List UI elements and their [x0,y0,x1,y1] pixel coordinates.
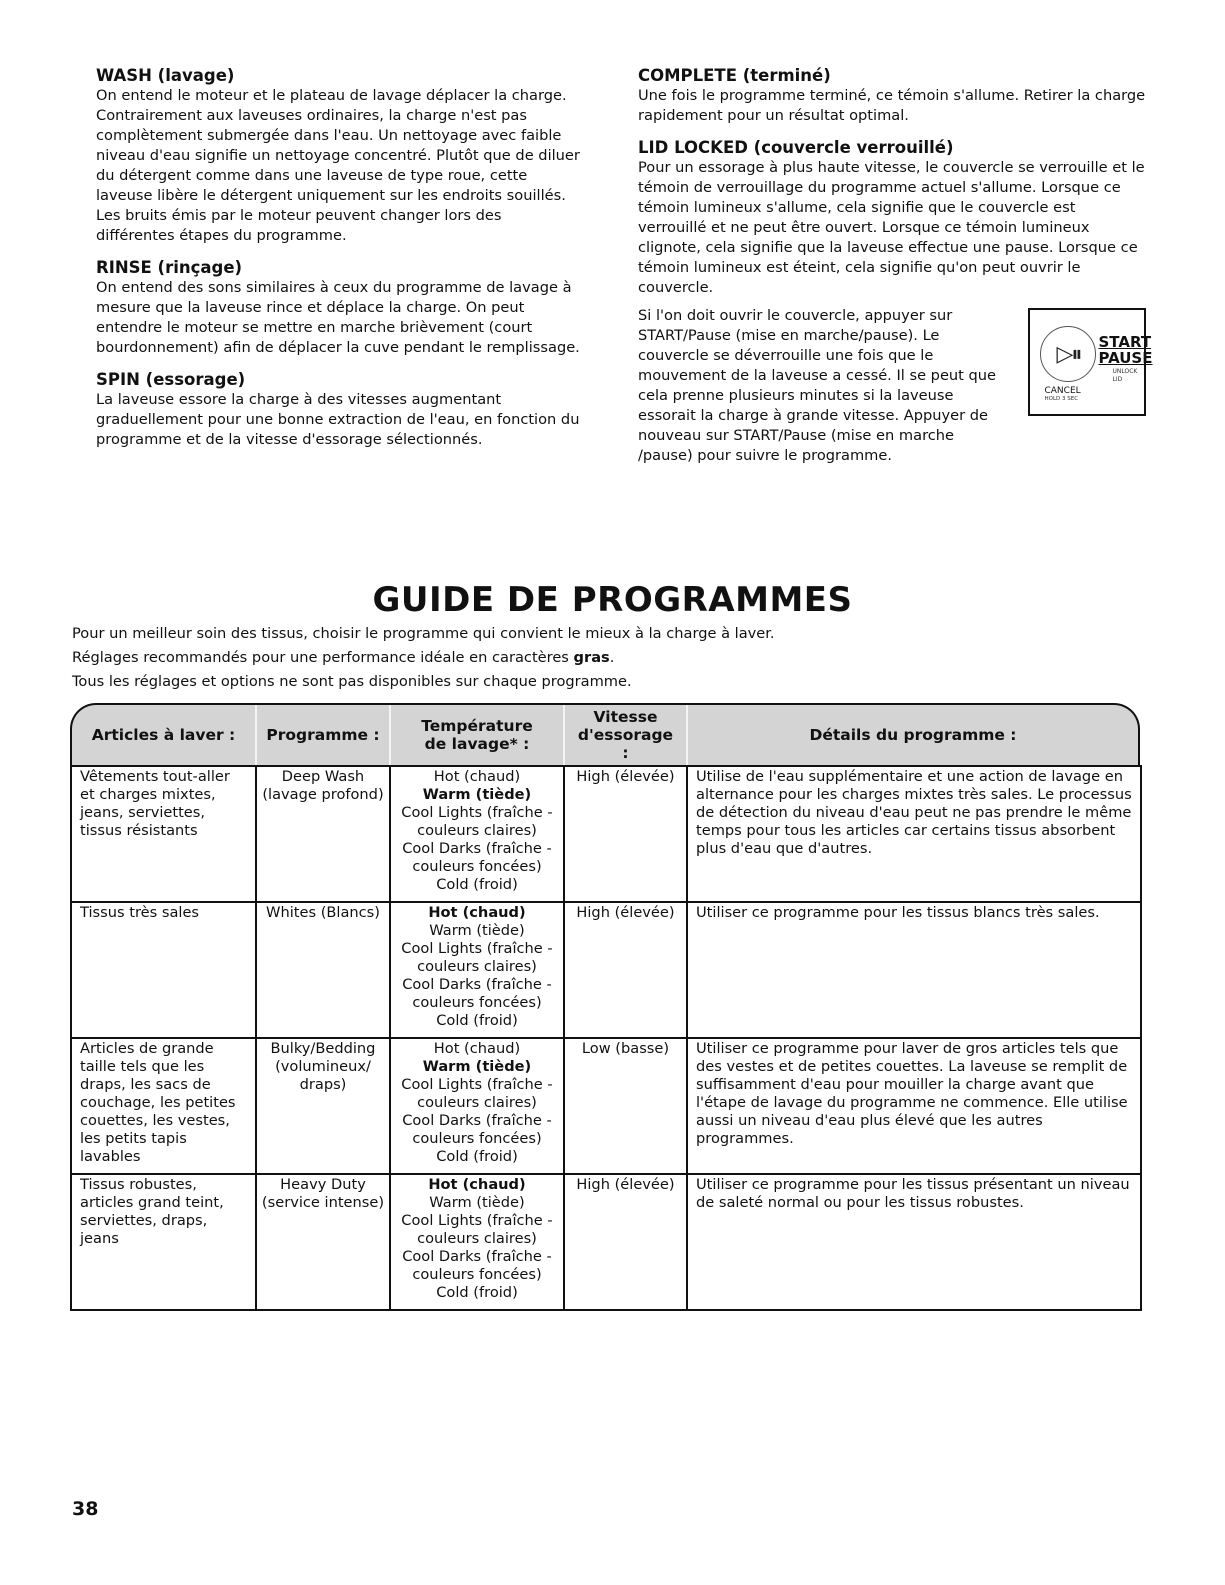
temperature-option: Cold (froid) [436,1012,518,1029]
cell-temperatures [390,1038,564,1174]
guide-intro [72,622,1152,694]
temperature-option: Cool Darks (fraîche - couleurs foncées) [402,976,552,1011]
temperature-option: Cold (froid) [436,1284,518,1301]
program-guide-table [70,703,1140,1311]
cell-temperatures [390,902,564,1038]
spin-section [96,370,584,450]
temperature-option: Cold (froid) [436,876,518,893]
temperature-option: Hot (chaud) [433,768,521,785]
temperature-option: Warm (tiède) [429,922,525,939]
cell-spin-speed: High (élevée) [564,902,687,1038]
lid-locked-section [638,138,1146,298]
table-row [71,902,1141,1038]
hold-label: HOLD 3 SEC [1044,396,1079,402]
cell-articles: Vêtements tout-aller et charges mixtes, jeans, serviettes, tissus résistants [71,766,256,902]
open-lid-text: Si l'on doit ouvrir le couvercle, appuyer sur START/Pause (mise en marche/pause). Le couvercle se déverrouille une fois que le mouvement de la laveuse a cessé. Il se peut que cela prenne plusieurs minutes si la laveuse essorait la charge à grande vitesse. Appuyer de nouveau sur START/Pause (mise en marche /pause) pour suivre le programme. [638,307,997,464]
cell-programme: Whites (Blancs) [256,902,390,1038]
intro-line-2 [72,646,1152,670]
rinse-section [96,258,584,358]
complete-section [638,66,1146,126]
cell-programme: Bulky/Bedding (volumineux/ draps) [256,1038,390,1174]
right-column [638,66,1153,466]
temperature-option: Hot (chaud) [428,904,526,921]
intro-line-3: Tous les réglages et options ne sont pas disponibles sur chaque programme. [72,673,632,690]
open-lid-block [638,306,1153,466]
start-pause-button-illustration [1028,308,1153,416]
table-header [70,703,1140,765]
table-row [71,1038,1141,1174]
left-column [96,66,584,466]
intro-bold-word: gras [573,649,610,666]
table-body [70,765,1142,1311]
lid-locked-heading: LID LOCKED (couvercle verrouillé) [638,138,954,157]
header-temperature: Température de lavage* : [391,705,565,765]
intro-line-2-text: Réglages recommandés pour une performance idéale en caractères [72,649,574,666]
unlock-lid-label: UNLOCK LID [1112,368,1138,383]
complete-heading: COMPLETE (terminé) [638,66,831,85]
temperature-option: Hot (chaud) [433,1040,521,1057]
temperature-option: Cool Darks (fraîche - couleurs foncées) [402,840,552,875]
cell-programme: Heavy Duty (service intense) [256,1174,390,1310]
cell-articles: Articles de grande taille tels que les draps, les sacs de couchage, les petites couettes, les vestes, les petits tapis lavables [71,1038,256,1174]
cell-details: Utiliser ce programme pour les tissus blancs très sales. [687,902,1141,1038]
complete-text: Une fois le programme terminé, ce témoin s'allume. Retirer la charge rapidement pour un résultat optimal. [638,87,1146,124]
guide-title: GUIDE DE PROGRAMMES [372,580,853,620]
start-label: START [1098,333,1152,351]
wash-section [96,66,584,246]
lid-locked-text: Pour un essorage à plus haute vitesse, le couvercle se verrouille et le témoin de verrouillage du programme actuel s'allume. Lorsque ce témoin lumineux s'allume, cela signifie que le couvercle est verrouillé et ne peut être ouvert. Lorsque ce témoin lumineux clignote, cela signifie que la laveuse effectue une pause. Lorsque ce témoin lumineux est éteint, cela signifie qu'on peut ouvrir le couvercle. [638,159,1145,296]
cell-spin-speed: Low (basse) [564,1038,687,1174]
temperature-option: Cool Lights (fraîche - couleurs claires) [401,804,553,839]
header-spin-speed: Vitesse d'essorage : [565,705,688,765]
cell-spin-speed: High (élevée) [564,1174,687,1310]
intro-line-1: Pour un meilleur soin des tissus, choisir le programme qui convient le mieux à la charge à laver. [72,625,775,642]
cell-articles: Tissus très sales [71,902,256,1038]
pause-label: PAUSE [1098,349,1153,367]
temperature-option: Cold (froid) [436,1148,518,1165]
cell-temperatures [390,1174,564,1310]
temperature-option: Hot (chaud) [428,1176,526,1193]
temperature-option: Cool Lights (fraîche - couleurs claires) [401,1076,553,1111]
table-row [71,1174,1141,1310]
rinse-text: On entend des sons similaires à ceux du programme de lavage à mesure que la laveuse rince et déplace la charge. On peut entendre le moteur se mettre en marche brièvement (court bourdonnement) afin de déplacer la cuve pendant le remplissage. [96,279,580,356]
page-number: 38 [72,1498,99,1520]
temperature-option: Cool Lights (fraîche - couleurs claires) [401,940,553,975]
cell-articles: Tissus robustes, articles grand teint, serviettes, draps, jeans [71,1174,256,1310]
temperature-option: Cool Darks (fraîche - couleurs foncées) [402,1112,552,1147]
header-articles: Articles à laver : [72,705,257,765]
cancel-label: CANCEL [1044,386,1081,396]
cell-spin-speed: High (élevée) [564,766,687,902]
intro-line-2-end: . [609,649,615,666]
top-section [96,66,1153,466]
wash-text: On entend le moteur et le plateau de lavage déplacer la charge. Contrairement aux laveuses ordinaires, la charge n'est pas complètement submergée dans l'eau. Un nettoyage avec faible niveau d'eau signifie un nettoyage concentré. Plutôt que de diluer du détergent comme dans une laveuse de type roue, cette laveuse libère le détergent uniquement sur les endroits souillés. Les bruits émis par le moteur peuvent changer lors des différentes étapes du programme. [96,87,580,244]
temperature-option: Cool Lights (fraîche - couleurs claires) [401,1212,553,1247]
cell-details: Utiliser ce programme pour les tissus présentant un niveau de saleté normal ou pour les tissus robustes. [687,1174,1141,1310]
cell-details: Utilise de l'eau supplémentaire et une action de lavage en alternance pour les charges mixtes très sales. Le processus de détection du niveau d'eau peut ne pas prendre le même temps pour tous les articles car certains tissus absorbent plus d'eau que d'autres. [687,766,1141,902]
wash-heading: WASH (lavage) [96,66,235,85]
header-programme: Programme : [257,705,391,765]
cell-temperatures [390,766,564,902]
spin-text: La laveuse essore la charge à des vitesses augmentant graduellement pour une bonne extraction de l'eau, en fonction du programme et de la vitesse d'essorage sélectionnés. [96,391,580,448]
temperature-option: Cool Darks (fraîche - couleurs foncées) [402,1248,552,1283]
spin-heading: SPIN (essorage) [96,370,246,389]
table-row [71,766,1141,902]
header-details: Détails du programme : [809,726,1017,744]
cell-details: Utiliser ce programme pour laver de gros articles tels que des vestes et de petites couettes. La laveuse se remplit de suffisamment d'eau pour mouiller la charge avant que l'étape de lavage du programme ne commence. Elle utilise aussi un niveau d'eau plus élevé que les autres programmes. [687,1038,1141,1174]
play-pause-icon: ▷⏸ [1056,341,1081,367]
temperature-option: Warm (tiède) [422,786,532,803]
temperature-option: Warm (tiède) [429,1194,525,1211]
rinse-heading: RINSE (rinçage) [96,258,243,277]
cell-programme: Deep Wash (lavage profond) [256,766,390,902]
temperature-option: Warm (tiède) [422,1058,532,1075]
